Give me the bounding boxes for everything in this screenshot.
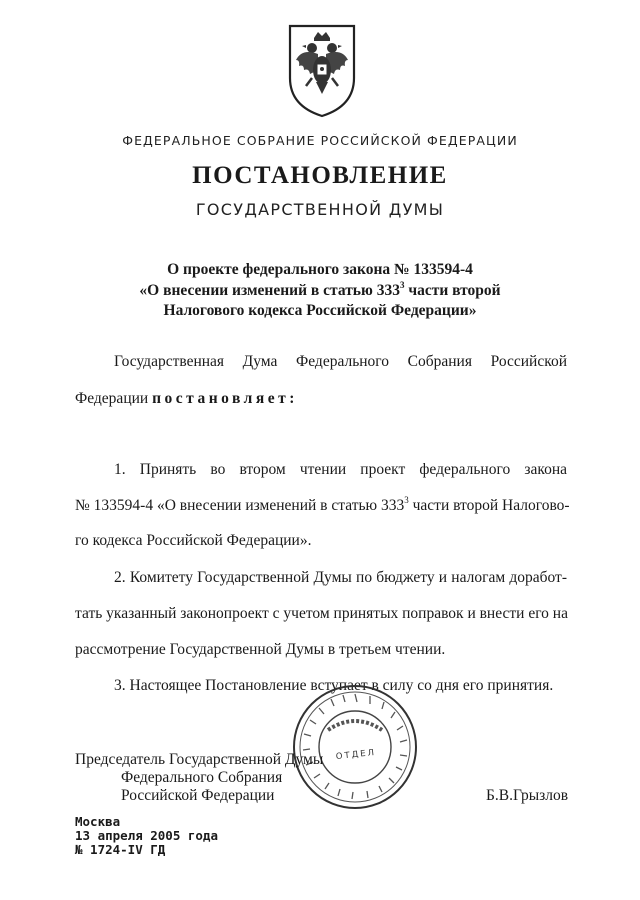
document-type-subtitle: ГОСУДАРСТВЕННОЙ ДУМЫ [195,200,445,219]
signatory-title-line-1: Председатель Государственной Думы [75,751,324,768]
item-3-line-1: 3. Настоящее Постановление вступает в силу со дня его принятия. [114,677,554,694]
item-1-line-1: 1. Принять во втором чтении проект федерального закона [114,461,567,478]
item-2-line-2: тать указанный законопроект с учетом принятых поправок и внести его на [75,605,568,622]
subject-line-2-text: «О внесении изменений в статью 333 [139,282,400,299]
preamble-line-2 [75,390,567,408]
item-2-line-3: рассмотрение Государственной Думы в третьем чтении. [75,641,446,658]
protocol-stamp-icon [290,682,420,812]
item-1-line-2-text-end: части второй Налогово- [408,497,570,514]
preamble-line-2-text: Федерации [75,390,153,407]
subject-line-1: О проекте федерального закона № 133594-4 [167,261,473,278]
subject-line-2 [0,279,640,300]
item-1-line-2 [75,494,570,515]
decree-verb: постановляет: [152,390,298,407]
signatory-title-line-2: Федерального Собрания [121,769,283,786]
signatory-title-line-3: Российской Федерации [121,787,275,804]
item-2-line-1: 2. Комитету Государственной Думы по бюджету и налогам доработ- [114,569,567,586]
subject-line-2-text-end: части второй [404,282,501,299]
signatory-name: Б.В.Грызлов [486,787,569,804]
document-number: № 1724-IV ГД [75,842,166,857]
subject-line-2-superscript: 3 [399,279,405,290]
date-of-issue: 13 апреля 2005 года [75,828,218,843]
item-1-superscript: 3 [404,494,409,505]
subject-line-3: Налогового кодекса Российской Федерации» [163,302,477,319]
organization-name: ФЕДЕРАЛЬНОЕ СОБРАНИЕ РОССИЙСКОЙ ФЕДЕРАЦИИ [122,133,518,148]
preamble-line-1: Государственная Дума Федерального Собрания Российской [114,353,567,370]
place-of-issue: Москва [75,814,121,829]
stamp-center-label: ОТДЕЛ [335,747,377,763]
coat-of-arms-icon [272,20,372,120]
document-type-title: ПОСТАНОВЛЕНИЕ [192,162,448,189]
item-1-line-3: го кодекса Российской Федерации». [75,532,312,549]
item-1-line-2-text: № 133594-4 «О внесении изменений в статью 333 [75,497,405,514]
